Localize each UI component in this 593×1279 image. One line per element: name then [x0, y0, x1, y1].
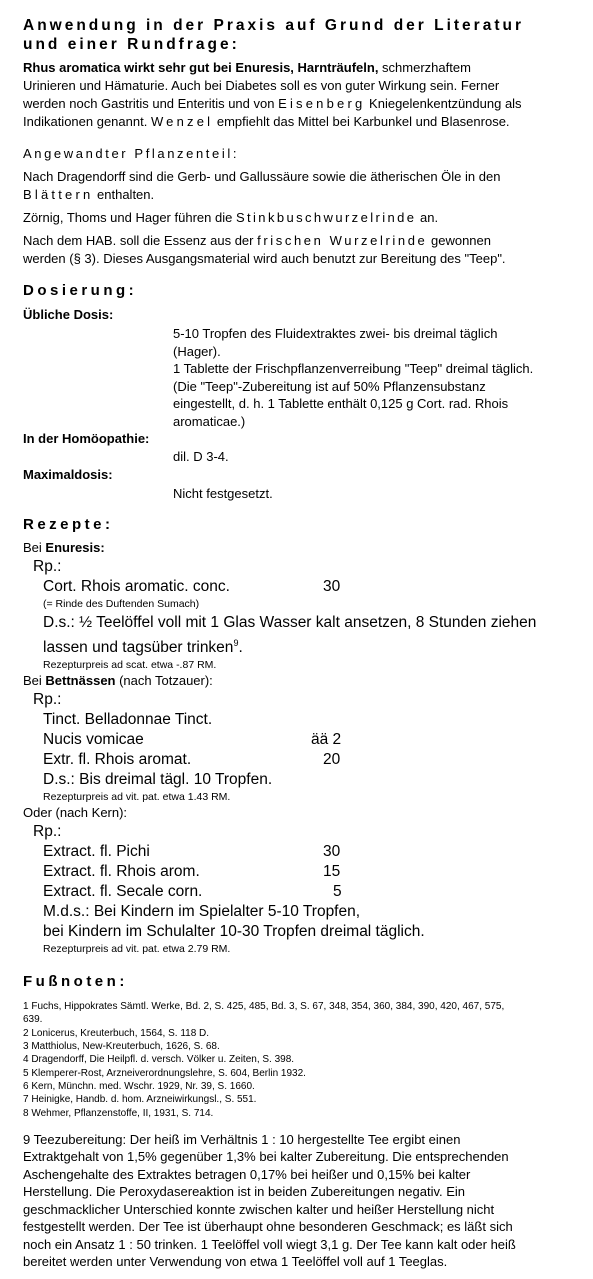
pflanzenteil-p2a: Zörnig, Thoms und Hager führen die	[23, 210, 236, 225]
dose-line-1: 5-10 Tropfen des Fluidextraktes zwei- bis dreimal täglich	[173, 326, 498, 341]
dose-line-2: (Hager).	[173, 343, 221, 359]
dose-uebliche	[23, 325, 578, 430]
document-page	[23, 16, 578, 1271]
fussnoten-title: Fußnoten:	[23, 973, 128, 991]
intro-line-4b: empfiehlt das Mittel bei Karbunkel und Blasenrose.	[213, 114, 510, 129]
pflanzenteil-p3-line2: werden (§ 3). Dieses Ausgangsmaterial wird auch benutzt zur Bereitung des "Teep".	[23, 251, 506, 266]
footnote-9	[23, 1131, 578, 1271]
rezept2-item-2-name: Nucis vomicae	[43, 731, 144, 749]
rezept3-item-1-amount: 30	[323, 843, 341, 861]
rezept2-bold: Bettnässen	[45, 673, 116, 689]
rezept1-ds2: lassen und tagsüber trinken	[43, 639, 234, 657]
rezept1-ds2-end: .	[238, 639, 243, 657]
footnote-ref-9: 9	[233, 638, 239, 648]
rezept3-item-2-amount: 15	[323, 863, 341, 881]
footnote-9-line: 9 Teezubereitung: Der heiß im Verhältnis 1 : 10 hergestellte Tee ergibt einen	[23, 1131, 461, 1147]
rezept2-ds: D.s.: Bis dreimal tägl. 10 Tropfen.	[43, 771, 273, 789]
footnote-9-line: bereitet werden unter Verwendung von etwa 1 Teelöffel voll auf 1 Teeglas.	[23, 1254, 448, 1270]
rezept2-item-3-amount: 20	[323, 751, 341, 769]
rezept1-item	[23, 577, 578, 597]
rezept3-item-2	[23, 862, 578, 882]
dose-homoeopathie: dil. D 3-4.	[173, 449, 229, 464]
rezept1-item-amount: 30	[323, 578, 341, 595]
intro-paragraph	[23, 59, 578, 131]
intro-line-3b: Kniegelenkentzündung als	[365, 96, 522, 111]
footnote-9-line: Extraktgehalt von 1,5% gegenüber 1,3% bei kalter Zubereitung. Die entsprechenden	[23, 1149, 509, 1165]
label-uebliche-dosis: Übliche Dosis:	[23, 307, 114, 322]
pflanzenteil-title: Angewandter Pflanzenteil:	[23, 146, 240, 161]
pflanzenteil-p1-line1: Nach Dragendorff sind die Gerb- und Gallussäure sowie die ätherischen Öle in den	[23, 169, 501, 184]
fussnoten-section	[23, 973, 578, 1271]
rezept3-ds-line1: M.d.s.: Bei Kindern im Spielalter 5-10 Tropfen,	[43, 903, 361, 921]
pflanzenteil-p1-line2	[23, 186, 578, 204]
intro-rest: schmerzhaftem	[378, 60, 471, 75]
rezept3-ds-line2: bei Kindern im Schulalter 10-30 Tropfen dreimal täglich.	[43, 923, 425, 941]
footnote-item: 4 Dragendorff, Die Heilpfl. d. versch. Völker u. Zeiten, S. 398.	[23, 1054, 295, 1066]
footnote-list	[23, 1000, 578, 1120]
rezept1-heading	[23, 539, 578, 557]
author-eisenberg: Eisenberg	[278, 96, 366, 111]
rezept2-item-3-name: Extr. fl. Rhois aromat.	[43, 751, 192, 769]
intro-bold: Rhus aromatica wirkt sehr gut bei Enuresis, Harnträufeln,	[23, 60, 379, 75]
dose-line-4: (Die "Teep"-Zubereitung ist auf 50% Pflanzensubstanz	[173, 378, 486, 394]
rezept2-item-2-amount: ää 2	[311, 731, 342, 749]
rezept3-item-3-name: Extract. fl. Secale corn.	[43, 883, 203, 901]
footnote-item: 5 Klemperer-Rost, Arzneiverordnungslehre, S. 604, Berlin 1932.	[23, 1067, 306, 1079]
footnote-9-line: noch ein Ansatz 1 : 50 trinken. 1 Teelöffel voll wiegt 3,1 g. Der Tee kann kalt oder heiß	[23, 1236, 516, 1252]
pflanzenteil-p3-line1	[23, 232, 578, 250]
footnote-9-line: Aschengehalte des Extraktes betragen 0,17% bei heißer und 0,15% bei kalter	[23, 1166, 471, 1182]
footnote-item: 1 Fuchs, Hippokrates Sämtl. Werke, Bd. 2, S. 425, 485, Bd. 3, S. 67, 348, 354, 360, 384, 390, 420, 467, 575,	[23, 1001, 505, 1013]
rezept2-item-2	[23, 730, 578, 750]
intro-line-2: Urinieren und Hämaturie. Auch bei Diabetes soll es von guter Wirkung sein. Ferner	[23, 78, 500, 93]
rezept1-price: Rezepturpreis ad scat. etwa -.87 RM.	[43, 659, 217, 672]
footnote-item: 6 Kern, Münchn. med. Wschr. 1929, Nr. 39, S. 1660.	[23, 1080, 255, 1092]
rezept1-ds-line1: D.s.: ½ Teelöffel voll mit 1 Glas Wasser kalt ansetzen, 8 Stunden ziehen	[43, 614, 537, 631]
pflanzenteil-p2	[23, 209, 578, 227]
dosierung-section	[23, 282, 578, 502]
footnote-9-line: geschmacklicher Unterschied konnte zwischen kalter und heißer Herstellung nicht	[23, 1201, 495, 1217]
footnote-9-line: festgestellt werden. Der Tee ist überhaupt ohne besonderen Geschmack; es läßt sich	[23, 1219, 513, 1235]
label-maximaldosis: Maximaldosis:	[23, 466, 113, 482]
dose-line-5: eingestellt, d. h. 1 Tablette enthält 0,125 g Cort. rad. Rhois	[173, 396, 509, 411]
dose-line-6: aromaticae.)	[173, 413, 246, 429]
rezept3-item-3-amount: 5	[333, 883, 342, 901]
footnote-item: 639.	[23, 1014, 43, 1026]
author-wenzel: Wenzel	[150, 114, 214, 129]
dosierung-title: Dosierung:	[23, 282, 138, 299]
term-stinkbuschwurzelrinde: Stinkbuschwurzelrinde	[235, 210, 417, 225]
intro-line-4	[23, 113, 578, 131]
label-homoeopathie: In der Homöopathie:	[23, 431, 150, 446]
intro-line-1	[23, 59, 578, 77]
rezept3-item-3	[23, 882, 578, 902]
rezept3-item-1-name: Extract. fl. Pichi	[43, 843, 150, 861]
rezept1-bold: Enuresis:	[45, 540, 105, 555]
term-frischen-wurzelrinde: frischen Wurzelrinde	[257, 233, 428, 248]
rezept2-item-3	[23, 750, 578, 770]
pflanzenteil-p2b: an.	[416, 210, 439, 225]
rezept1-item-name: Cort. Rhois aromatic. conc.	[43, 578, 230, 595]
rezept1-pre: Bei	[23, 540, 46, 555]
main-heading	[23, 16, 578, 54]
intro-line-3a: werden noch Gastritis und Enteritis und von	[23, 96, 279, 111]
rezept1-rp: Rp.:	[33, 558, 62, 575]
rezept3-heading: Oder (nach Kern):	[23, 805, 128, 821]
dose-line-3: 1 Tablette der Frischpflanzenverreibung "Teep" dreimal täglich.	[173, 361, 534, 376]
intro-line-3	[23, 95, 578, 113]
footnote-item: 2 Lonicerus, Kreuterbuch, 1564, S. 118 D.	[23, 1027, 210, 1039]
pflanzenteil-p1b: enthalten.	[93, 187, 155, 202]
rezepte-section	[23, 516, 578, 956]
pflanzenteil-p3b: gewonnen	[427, 233, 491, 248]
rezept3-item-1	[23, 842, 578, 862]
footnote-item: 8 Wehmer, Pflanzenstoffe, II, 1931, S. 714.	[23, 1107, 214, 1119]
rezepte-title: Rezepte:	[23, 516, 114, 533]
rezept1-ds-line2	[23, 633, 578, 658]
rezept2-heading	[23, 672, 578, 690]
footnote-item: 3 Matthiolus, New-Kreuterbuch, 1626, S. 68.	[23, 1041, 220, 1053]
pflanzenteil-p3a: Nach dem HAB. soll die Essenz aus der	[23, 233, 258, 248]
rezept2-price: Rezepturpreis ad vit. pat. etwa 1.43 RM.	[43, 791, 231, 804]
rezept3-item-2-name: Extract. fl. Rhois arom.	[43, 863, 200, 881]
rezept1-note: (= Rinde des Duftenden Sumach)	[43, 598, 200, 610]
dose-maximal: Nicht festgesetzt.	[173, 485, 273, 501]
rezept2-post: (nach Totzauer):	[115, 673, 213, 689]
rezept2-item-1: Tinct. Belladonnae Tinct.	[43, 711, 213, 729]
rezept3-rp: Rp.:	[33, 823, 62, 841]
footnote-9-line: Herstellung. Die Peroxydasereaktion ist in beiden Zubereitungen negativ. Ein	[23, 1184, 466, 1200]
footnote-item: 7 Heinigke, Handb. d. hom. Arzneiwirkungsl., S. 551.	[23, 1094, 257, 1106]
rezept3-price: Rezepturpreis ad vit. pat. etwa 2.79 RM.	[43, 943, 231, 956]
pflanzenteil-section	[23, 145, 578, 268]
heading-line-1: Anwendung in der Praxis auf Grund der Literatur	[23, 17, 524, 34]
intro-line-4a: Indikationen genannt.	[23, 114, 151, 129]
rezept2-pre: Bei	[23, 673, 46, 689]
heading-line-2: und einer Rundfrage:	[23, 36, 240, 53]
rezept2-rp: Rp.:	[33, 691, 62, 709]
term-blaettern: Blättern	[23, 187, 94, 202]
